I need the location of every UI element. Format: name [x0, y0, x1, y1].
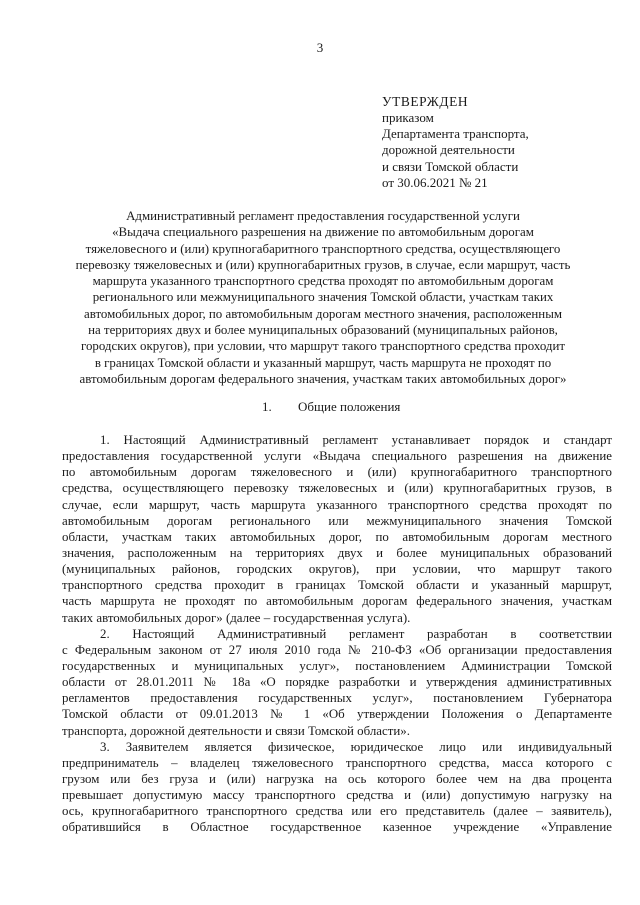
paragraph-line: автомобильным дорогам регионального или межмуниципального значения Томской: [62, 513, 612, 528]
paragraph: [62, 432, 612, 626]
title-line: перевозку тяжеловесных и (или) крупногабаритных грузов, в случае, если маршрут, часть: [75, 257, 571, 272]
paragraph-line: области, участкам таких автомобильных дорог, по автомобильным дорогам местного: [62, 529, 612, 544]
paragraph-line: предприниматель – владелец тяжеловесного транспортного средства, масса которого с: [62, 755, 612, 770]
approval-block: [382, 93, 622, 191]
paragraph-line: транспортного средства проходит в границах Томской области и указанный маршрут,: [62, 578, 612, 593]
paragraph-line: грузом или без груза и (или) нагрузка на ось которого более чем на два процента: [62, 771, 612, 786]
paragraph-line: средства, осуществляющего перевозку тяжеловесных и (или) крупногабаритных грузов, в: [62, 481, 612, 496]
paragraph-line: часть маршрута не проходят по автомобильным дорогам федерального значения, участкам: [62, 594, 612, 609]
paragraph-line: значения, расположенным на территориях двух и более муниципальных образований: [62, 545, 612, 560]
paragraph-line: с Федеральным законом от 27 июля 2010 года № 210-ФЗ «Об организации предоставления: [62, 642, 612, 657]
paragraph: [62, 739, 612, 836]
document-title: [34, 208, 612, 387]
paragraph-line: транспорта, дорожной деятельности и связи Томской области».: [62, 723, 410, 738]
approval-line: дорожной деятельности: [382, 142, 515, 158]
approval-line: Департамента транспорта,: [382, 126, 529, 142]
approval-line: приказом: [382, 110, 434, 125]
page-number: 3: [316, 40, 324, 55]
title-line: Административный регламент предоставления государственной услуги: [126, 209, 520, 223]
title-line: на территориях двух и более муниципальных образований (муниципальных районов,: [88, 323, 558, 338]
paragraph-line: области от 28.01.2011 № 18а «О порядке разработки и утверждения административных: [62, 675, 612, 690]
title-line: автомобильным дорогам федерального значения, участкам таких автомобильных дорог»: [79, 371, 567, 386]
title-line: тяжеловесного и (или) крупногабаритного транспортного средства, осуществляющего: [85, 241, 561, 256]
paragraph-line: ось, крупногабаритного транспортного средства или его представитель (далее – заявитель),: [62, 804, 612, 819]
paragraph-line: таких автомобильных дорог» (далее – государственная услуга).: [62, 610, 411, 625]
title-line: «Выдача специального разрешения на движение по автомобильным дорогам: [112, 225, 534, 240]
paragraph: [62, 626, 612, 739]
title-line: регионального или межмуниципального значения Томской области, участкам таких: [92, 290, 554, 305]
section-heading: [0, 399, 640, 415]
section-title: Общие положения: [298, 399, 401, 414]
approval-date-line: от 30.06.2021 № 21: [382, 174, 488, 190]
paragraph-line: случае, если маршрут, часть маршрута указанного транспортного средства проходят по: [62, 497, 612, 512]
paragraph-line: по автомобильным дорогам тяжеловесного и (или) крупногабаритного транспортного: [62, 465, 612, 480]
paragraph-line: превышает допустимую массу транспортного средства и (или) допустимую нагрузку на: [62, 788, 612, 803]
approval-line: и связи Томской области: [382, 158, 519, 174]
paragraph-line: 1. Настоящий Административный регламент устанавливает порядок и стандарт: [100, 433, 612, 447]
title-line: городских округов), при условии, что маршрут такого транспортного средства проходит: [81, 339, 565, 354]
paragraph-line: Томской области от 09.01.2013 № 1 «Об утверждении Положения о Департаменте: [62, 707, 612, 722]
title-line: автомобильных дорог, по автомобильным дорогам местного значения, расположенным: [83, 306, 563, 321]
paragraph-line: предоставления государственной услуги «Выдача специального разрешения на движение: [62, 449, 612, 464]
document-body: [62, 432, 612, 836]
paragraph-line: регламентов предоставления государственных услуг», постановлением Губернатора: [62, 691, 612, 706]
paragraph-line: 3. Заявителем является физическое, юридическое лицо или индивидуальный: [100, 739, 612, 754]
paragraph-line: государственных и муниципальных услуг», постановлением Администрации Томской: [62, 658, 612, 673]
title-line: маршрута указанного транспортного средства проходят по автомобильным дорогам: [92, 274, 554, 289]
paragraph-line: обратившийся в Областное государственное казенное учреждение «Управление: [62, 820, 612, 835]
paragraph-line: (муниципальных районов, городских округов), при условии, что маршрут такого: [62, 562, 612, 577]
paragraph-line: 2. Настоящий Административный регламент разработан в соответствии: [100, 626, 612, 641]
approval-heading: УТВЕРЖДЕН: [382, 94, 469, 109]
section-number: 1.: [262, 399, 272, 414]
title-line: в границах Томской области и указанный маршрут, часть маршрута не проходят по: [94, 355, 552, 370]
